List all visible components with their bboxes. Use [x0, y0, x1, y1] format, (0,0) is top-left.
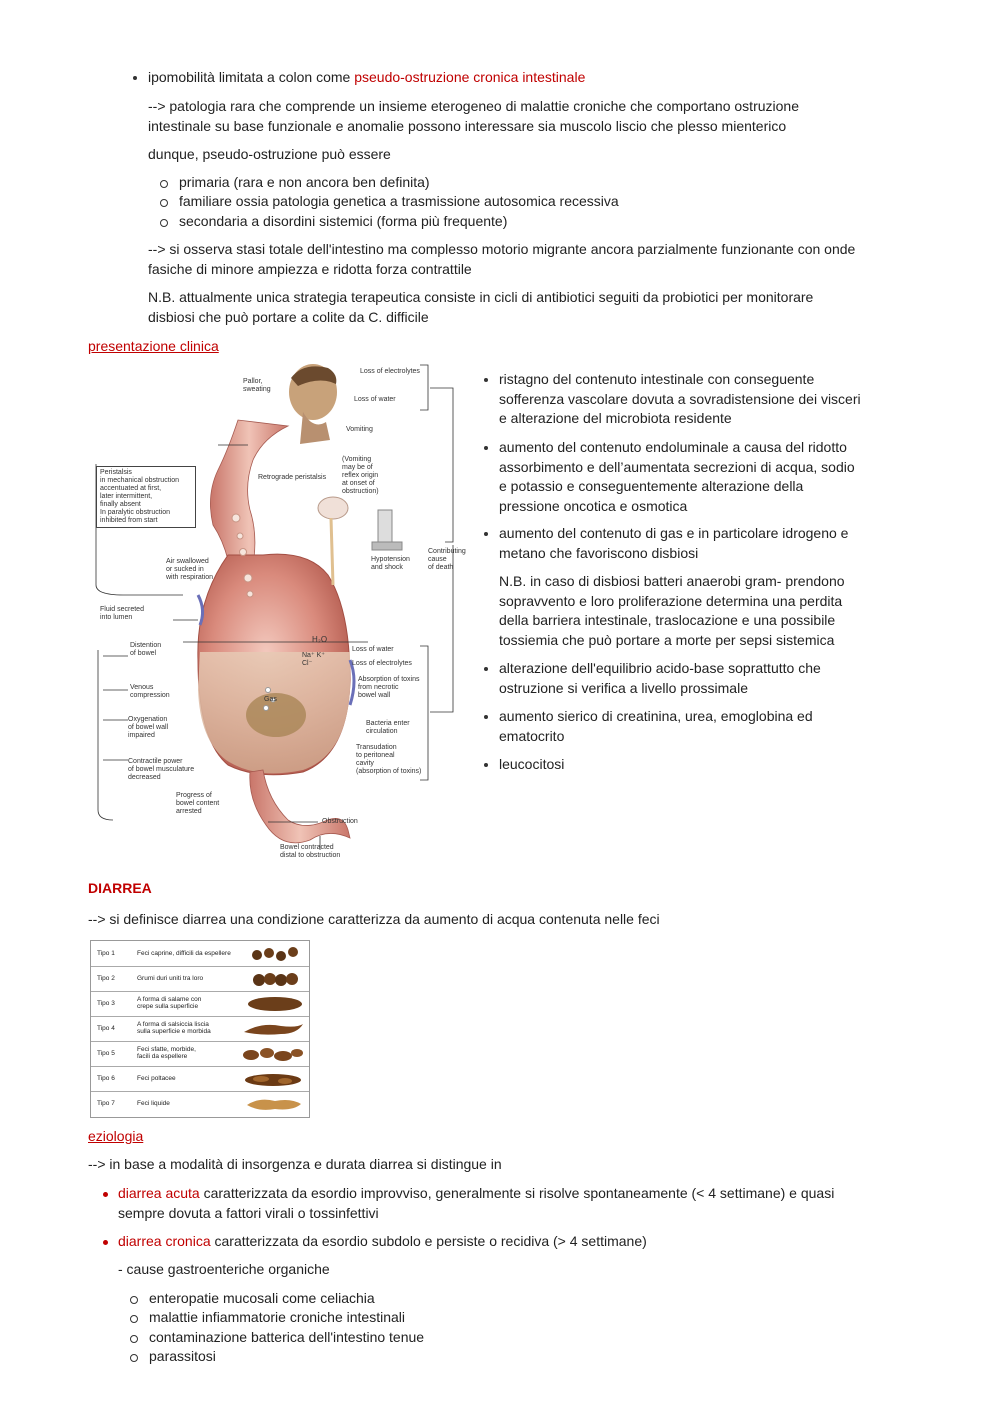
line: fasiche di minore ampiezza e ridotta forza contrattile: [148, 260, 472, 277]
cause-item: malattie infiammatorie croniche intestinali: [149, 1309, 405, 1325]
clinical-bullet-ristagno: ristagno del contenuto intestinale con conseguente sofferenza vascolare dovuta a sovradistensione dei visceri e alterazione del microbiota residente: [499, 371, 861, 426]
bullet-dot: [103, 1240, 108, 1245]
label-obstruction: Obstruction: [322, 818, 358, 825]
circle-bullet: [130, 1315, 138, 1323]
heading-presentazione-clinica[interactable]: presentazione clinica: [88, 338, 219, 354]
line: --> patologia rara che comprende un insieme eterogeneo di malattie croniche che comportano ostruzione: [148, 98, 799, 114]
label-progress-arrested: Progress of bowel content arrested: [176, 792, 220, 815]
bullet-dot: [133, 76, 137, 80]
bullet-dot: [484, 532, 488, 536]
clinical-bullet-creatinina: aumento sierico di creatinina, urea, emoglobina ed ematocrito: [499, 708, 813, 744]
sub-item-familiare: familiare ossia patologia genetica a trasmissione autosomica recessiva: [179, 193, 619, 209]
label-loss-electrolytes-mid: Loss of electrolytes: [352, 660, 412, 667]
label-venous-compression: Venous compression: [130, 684, 170, 699]
table-row: Tipo 4 A forma di salsiccia liscia sulla superficie e morbida: [91, 1016, 309, 1042]
clinical-bullet-acido-base: alterazione dell'equilibrio acido-base soprattutto che ostruzione si verifica a livello prossimale: [499, 660, 821, 696]
intestine-drawing: [88, 360, 470, 865]
label-vomiting-note: (Vomiting may be of reflex origin at onset of obstruction): [342, 456, 379, 495]
circle-bullet: [130, 1296, 138, 1304]
table-row: Tipo 6 Feci poltacee: [91, 1066, 309, 1092]
label-h2o: H₂O: [312, 635, 328, 644]
line: --> si osserva stasi totale dell'intestino ma complesso motorio migrante ancora parzialmente funzionante con onde: [148, 241, 856, 257]
stool-type1-image: [249, 944, 305, 964]
heading-diarrea: DIARREA: [88, 880, 152, 896]
heading-eziologia[interactable]: eziologia: [88, 1128, 144, 1144]
clinical-bullet-gas: aumento del contenuto di gas e in particolare idrogeno e metano che favoriscono disbiosi: [499, 525, 849, 561]
bullet-dot: [484, 763, 488, 767]
label-vomiting: Vomiting: [346, 426, 373, 433]
line: disbiosi che può portare a colite da C. difficile: [148, 308, 429, 325]
cause-item: contaminazione batterica dell'intestino tenue: [149, 1329, 425, 1345]
bullet-diarrea-acuta: diarrea acuta caratterizzata da esordio improvviso, generalmente si risolve spontaneamente (< 4 settimane) e quasi sempre dovuta a fattori virali o tossinfettivi: [118, 1185, 835, 1221]
label-pallor: Pallor, sweating: [243, 378, 271, 393]
table-row: Tipo 5 Feci sfatte, morbide, facili da espellere: [91, 1041, 309, 1067]
label-contractile-power: Contractile power of bowel musculature decreased: [128, 758, 195, 781]
label-air-swallowed: Air swallowed or sucked in with respiration: [166, 558, 214, 581]
table-row: Tipo 1 Feci caprine, difficili da espellere: [91, 941, 309, 967]
circle-bullet: [130, 1335, 138, 1343]
label-loss-electrolytes: Loss of electrolytes: [360, 368, 420, 375]
diarrea-definition: --> si definisce diarrea una condizione caratterizza da aumento di acqua contenuta nelle feci: [88, 911, 660, 927]
label-absorption-toxins: Absorption of toxins from necrotic bowel wall: [358, 676, 420, 699]
stool-type4-image: [241, 1020, 305, 1038]
paragraph-dunque: dunque, pseudo-ostruzione può essere: [148, 146, 391, 162]
bullet-dot: [484, 446, 488, 450]
bullet-dot: [484, 715, 488, 719]
cause-item: parassitosi: [149, 1348, 216, 1364]
bullet-dot: [103, 1192, 108, 1197]
circle-bullet: [160, 199, 168, 207]
bullet-dot: [484, 378, 488, 382]
clinical-bullet-contenuto: aumento del contenuto endoluminale a causa del ridotto assorbimento e dell’aumentata secrezioni di acqua, sodio e potassio e conseguentemente alterazione della pressione oncotica e osmotica: [499, 439, 855, 514]
stool-type3-image: [245, 995, 305, 1013]
clinical-nb-disbiosi: N.B. in caso di disbiosi batteri anaerobi gram- prendono sopravvento e loro proliferazione determina una perdita della barriera intestinale, traslocazione e una possibile tossiemia che può portare a morte per sepsi sistemica: [499, 573, 845, 648]
label-peristalsis-box: Peristalsis in mechanical obstruction accentuated at first, later intermittent, finally absent In paralytic obstruction inhibited from start: [96, 466, 196, 528]
sub-item-secondaria: secondaria a disordini sistemici (forma più frequente): [179, 213, 508, 229]
bullet-pseudo-ostruzione: [148, 68, 585, 88]
label-bowel-contracted: Bowel contracted distal to obstruction: [280, 844, 341, 859]
label-fluid-secreted: Fluid secreted into lumen: [100, 606, 144, 621]
label-transudation: Transudation to peritoneal cavity (absorption of toxins): [356, 744, 422, 775]
label-distention: Distention of bowel: [130, 642, 162, 657]
cause-heading: - cause gastroenteriche organiche: [118, 1261, 330, 1277]
bristol-stool-table: [90, 940, 310, 1118]
stool-type2-image: [249, 969, 305, 989]
bullet-diarrea-cronica: diarrea cronica caratterizzata da esordio subdolo e persiste o recidiva (> 4 settimane): [118, 1233, 647, 1249]
highlight-term: pseudo-ostruzione cronica intestinale: [354, 69, 586, 85]
stool-type6-image: [241, 1070, 305, 1088]
obstruction-illustration: [88, 360, 470, 865]
circle-bullet: [130, 1354, 138, 1362]
bullet-text: ipomobilità limitata a colon come: [148, 69, 355, 85]
label-hypotension: Hypotension and shock: [371, 556, 410, 571]
clinical-bullet-leucocitosi: leucocitosi: [499, 756, 565, 772]
stool-type7-image: [241, 1095, 305, 1113]
cause-item: enteropatie mucosali come celiachia: [149, 1290, 375, 1306]
label-oxygenation: Oxygenation of bowel wall impaired: [128, 716, 169, 739]
eziologia-intro: --> in base a modalità di insorgenza e durata diarrea si distingue in: [88, 1156, 502, 1172]
label-gas: Gas: [264, 696, 277, 703]
paragraph-stasi: [148, 240, 855, 279]
table-row: Tipo 3 A forma di salame con crepe sulla superficie: [91, 991, 309, 1017]
paragraph-patologia: [148, 97, 799, 136]
line: N.B. attualmente unica strategia terapeutica consiste in cicli di antibiotici seguiti da probiotici per monitorare: [148, 289, 814, 305]
table-row: Tipo 7 Feci liquide: [91, 1091, 309, 1116]
bullet-dot: [484, 667, 488, 671]
label-bacteria: Bacteria enter circulation: [366, 720, 410, 735]
circle-bullet: [160, 180, 168, 188]
sub-item-primaria: primaria (rara e non ancora ben definita): [179, 174, 430, 190]
label-loss-water-mid: Loss of water: [352, 646, 394, 653]
stool-type5-image: [241, 1045, 305, 1063]
label-loss-water: Loss of water: [354, 396, 396, 403]
label-ions: Na⁺ K⁺ Cl⁻: [302, 652, 325, 667]
paragraph-nb-terapia: [148, 288, 813, 327]
line: intestinale su base funzionale e anomalie possono interessare sia muscolo liscio che plesso mienterico: [148, 117, 787, 134]
table-row: Tipo 2 Grumi duri uniti tra loro: [91, 966, 309, 992]
label-contributing-cause: Contributing cause of death: [428, 548, 466, 571]
circle-bullet: [160, 219, 168, 227]
label-retrograde-peristalsis: Retrograde peristalsis: [258, 474, 327, 481]
